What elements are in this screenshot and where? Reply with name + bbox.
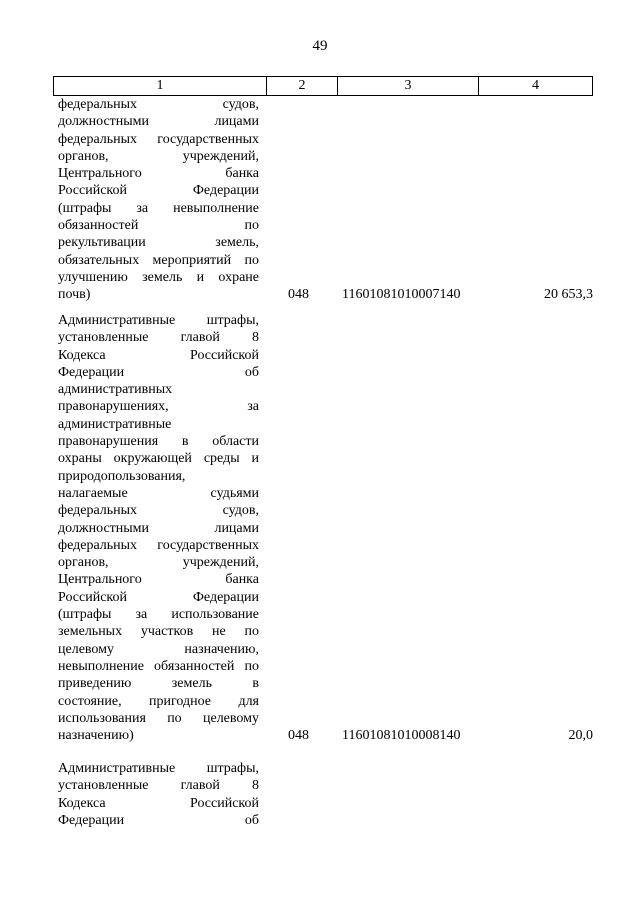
description-line: федеральных судов, (58, 97, 259, 112)
header-col-2: 2 (267, 77, 338, 95)
description-line: обязанностей по (58, 218, 259, 234)
description-line: почв) (58, 287, 91, 303)
description-line: назначению) (58, 728, 134, 744)
description-line: должностными лицами (58, 520, 259, 536)
row-code: 048 (288, 728, 309, 744)
row-amount: 20 653,3 (544, 287, 593, 303)
description-line: Административные штрафы, (58, 761, 259, 776)
description-line: Центрального банка (58, 572, 259, 588)
description-line: обязательных мероприятий по (58, 252, 259, 268)
row-description (58, 96, 259, 304)
description-line: правонарушениях, за (58, 399, 259, 415)
row-description (58, 760, 259, 829)
table-row (58, 96, 593, 304)
description-line: Кодекса Российской (58, 795, 259, 811)
description-line: приведению земель в (58, 676, 259, 692)
header-col-4: 4 (532, 78, 539, 93)
description-line: должностными лицами (58, 114, 259, 130)
description-line: (штрафы за использование (58, 607, 259, 623)
description-line: федеральных государственных (58, 537, 259, 553)
table-row (58, 312, 593, 744)
description-line: органов, учреждений, (58, 555, 259, 571)
description-line: Центрального банка (58, 166, 259, 182)
row-amount: 20,0 (568, 728, 593, 744)
description-line: Кодекса Российской (58, 347, 259, 363)
header-col-3: 3 (338, 77, 479, 95)
row-kbk: 11601081010007140 (342, 287, 461, 303)
row-kbk: 11601081010008140 (342, 728, 461, 744)
header-col-1: 1 (54, 77, 267, 95)
description-line: состояние, пригодное для (58, 693, 259, 709)
description-line: налагаемые судьями (58, 485, 259, 501)
description-line: невыполнение обязанностей по (58, 658, 259, 674)
row-code: 048 (288, 287, 309, 303)
table-row (58, 760, 593, 829)
description-line: целевому назначению, (58, 641, 259, 657)
description-line: административных (58, 382, 173, 398)
description-line: земельных участков не по (58, 624, 259, 640)
description-line: Административные штрафы, (58, 313, 259, 328)
description-line: использования по целевому (58, 710, 259, 726)
description-line: административные (58, 416, 172, 432)
description-line: федеральных государственных (58, 131, 259, 147)
row-description (58, 312, 259, 744)
description-line: Федерации об (58, 812, 259, 828)
description-line: установленные главой 8 (58, 330, 259, 346)
description-line: правонарушения в области (58, 434, 259, 450)
description-line: установленные главой 8 (58, 778, 259, 794)
description-line: (штрафы за невыполнение (58, 200, 259, 216)
description-line: органов, учреждений, (58, 148, 259, 164)
description-line: рекультивации земель, (58, 235, 259, 251)
description-line: Федерации об (58, 364, 259, 380)
description-line: Российской Федерации (58, 589, 259, 605)
description-line: улучшению земель и охране (58, 269, 259, 285)
description-line: природопользования, (58, 468, 186, 484)
page-number: 49 (312, 38, 328, 54)
description-line: федеральных судов, (58, 503, 259, 519)
description-line: охраны окружающей среды и (58, 451, 259, 467)
table-header (53, 76, 593, 96)
description-line: Российской Федерации (58, 183, 259, 199)
